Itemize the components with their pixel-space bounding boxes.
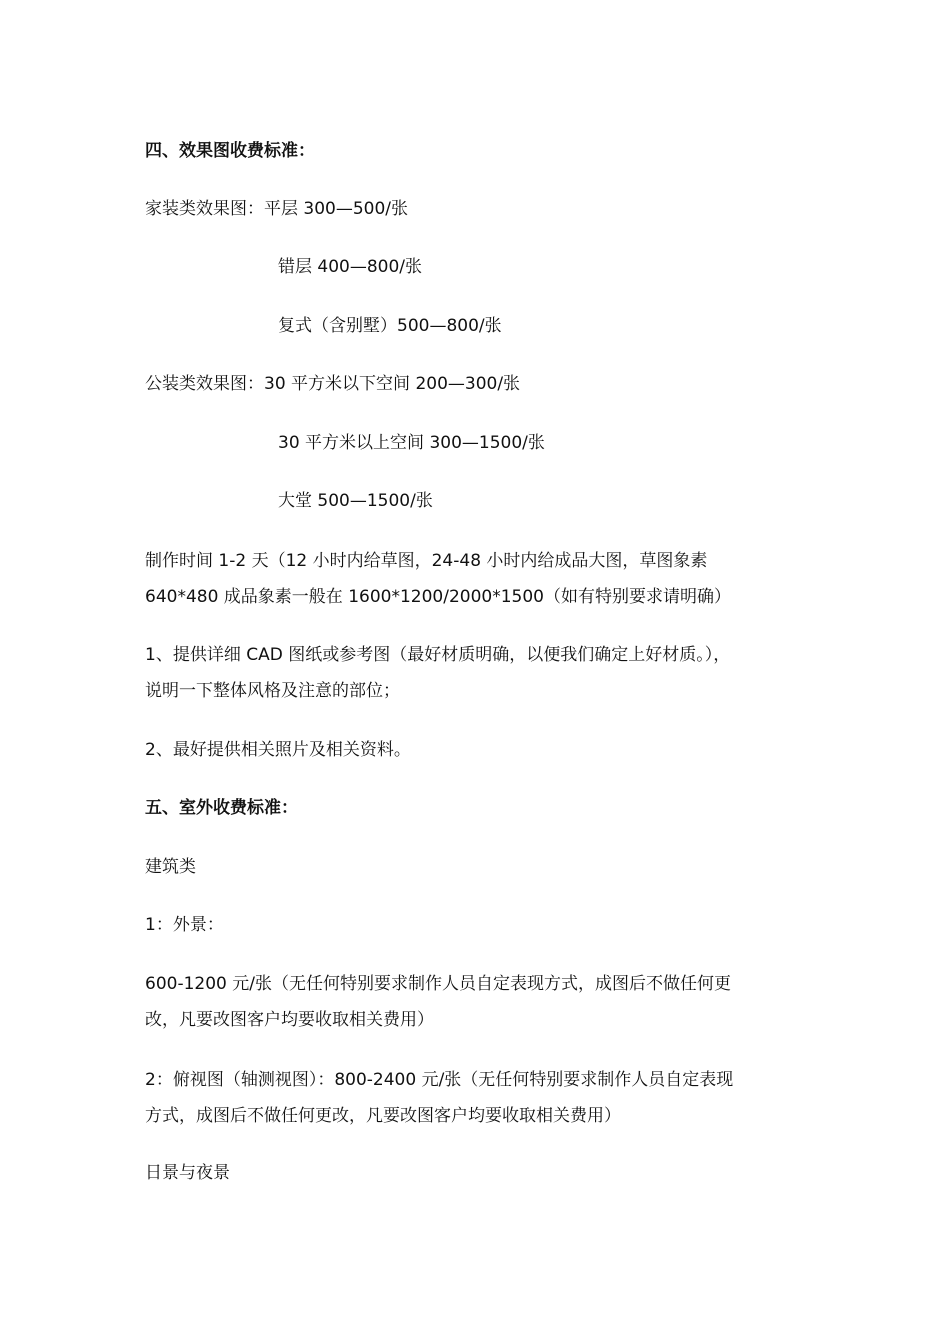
aerial-view-line: 2：俯视图（轴测视图）：800-2400 元/张（无任何特别要求制作人员自定表现 (145, 1070, 734, 1090)
section-5-heading: 五、室外收费标准： (145, 798, 298, 818)
exterior-item-1-title: 1：外景： (145, 915, 224, 935)
requirement-1-line: 1、提供详细 CAD 图纸或参考图（最好材质明确，以便我们确定上好材质。）， (145, 645, 731, 665)
section-4-heading: 四、效果图收费标准： (145, 141, 315, 161)
production-time-note (145, 543, 805, 615)
building-category: 建筑类 (145, 857, 196, 877)
home-effect-item: 错层 400—800/张 (278, 257, 423, 277)
requirement-1 (145, 637, 805, 709)
production-time-line: 640*480 成品象素一般在 1600*1200/2000*1500（如有特别要求请明确） (145, 587, 731, 607)
requirement-1-line: 说明一下整体风格及注意的部位； (145, 681, 400, 701)
requirement-2: 2、最好提供相关照片及相关资料。 (145, 740, 411, 760)
aerial-view-line: 方式，成图后不做任何更改，凡要改图客户均要收取相关费用） (145, 1106, 621, 1126)
public-effect-item: 30 平方米以上空间 300—1500/张 (278, 433, 545, 453)
day-night-scene-label: 日景与夜景 (145, 1163, 230, 1183)
public-effect-label-line: 公装类效果图：30 平方米以下空间 200—300/张 (145, 374, 521, 394)
exterior-item-1-line: 改，凡要改图客户均要收取相关费用） (145, 1010, 434, 1030)
public-effect-item: 大堂 500—1500/张 (278, 491, 433, 511)
exterior-item-1-line: 600-1200 元/张（无任何特别要求制作人员自定表现方式，成图后不做任何更 (145, 974, 731, 994)
aerial-view-description (145, 1062, 805, 1134)
home-effect-item: 复式（含别墅）500—800/张 (278, 316, 502, 336)
exterior-item-1-description (145, 966, 805, 1038)
production-time-line: 制作时间 1-2 天（12 小时内给草图，24-48 小时内给成品大图，草图象素 (145, 551, 708, 571)
home-effect-label-line: 家装类效果图：平层 300—500/张 (145, 199, 409, 219)
